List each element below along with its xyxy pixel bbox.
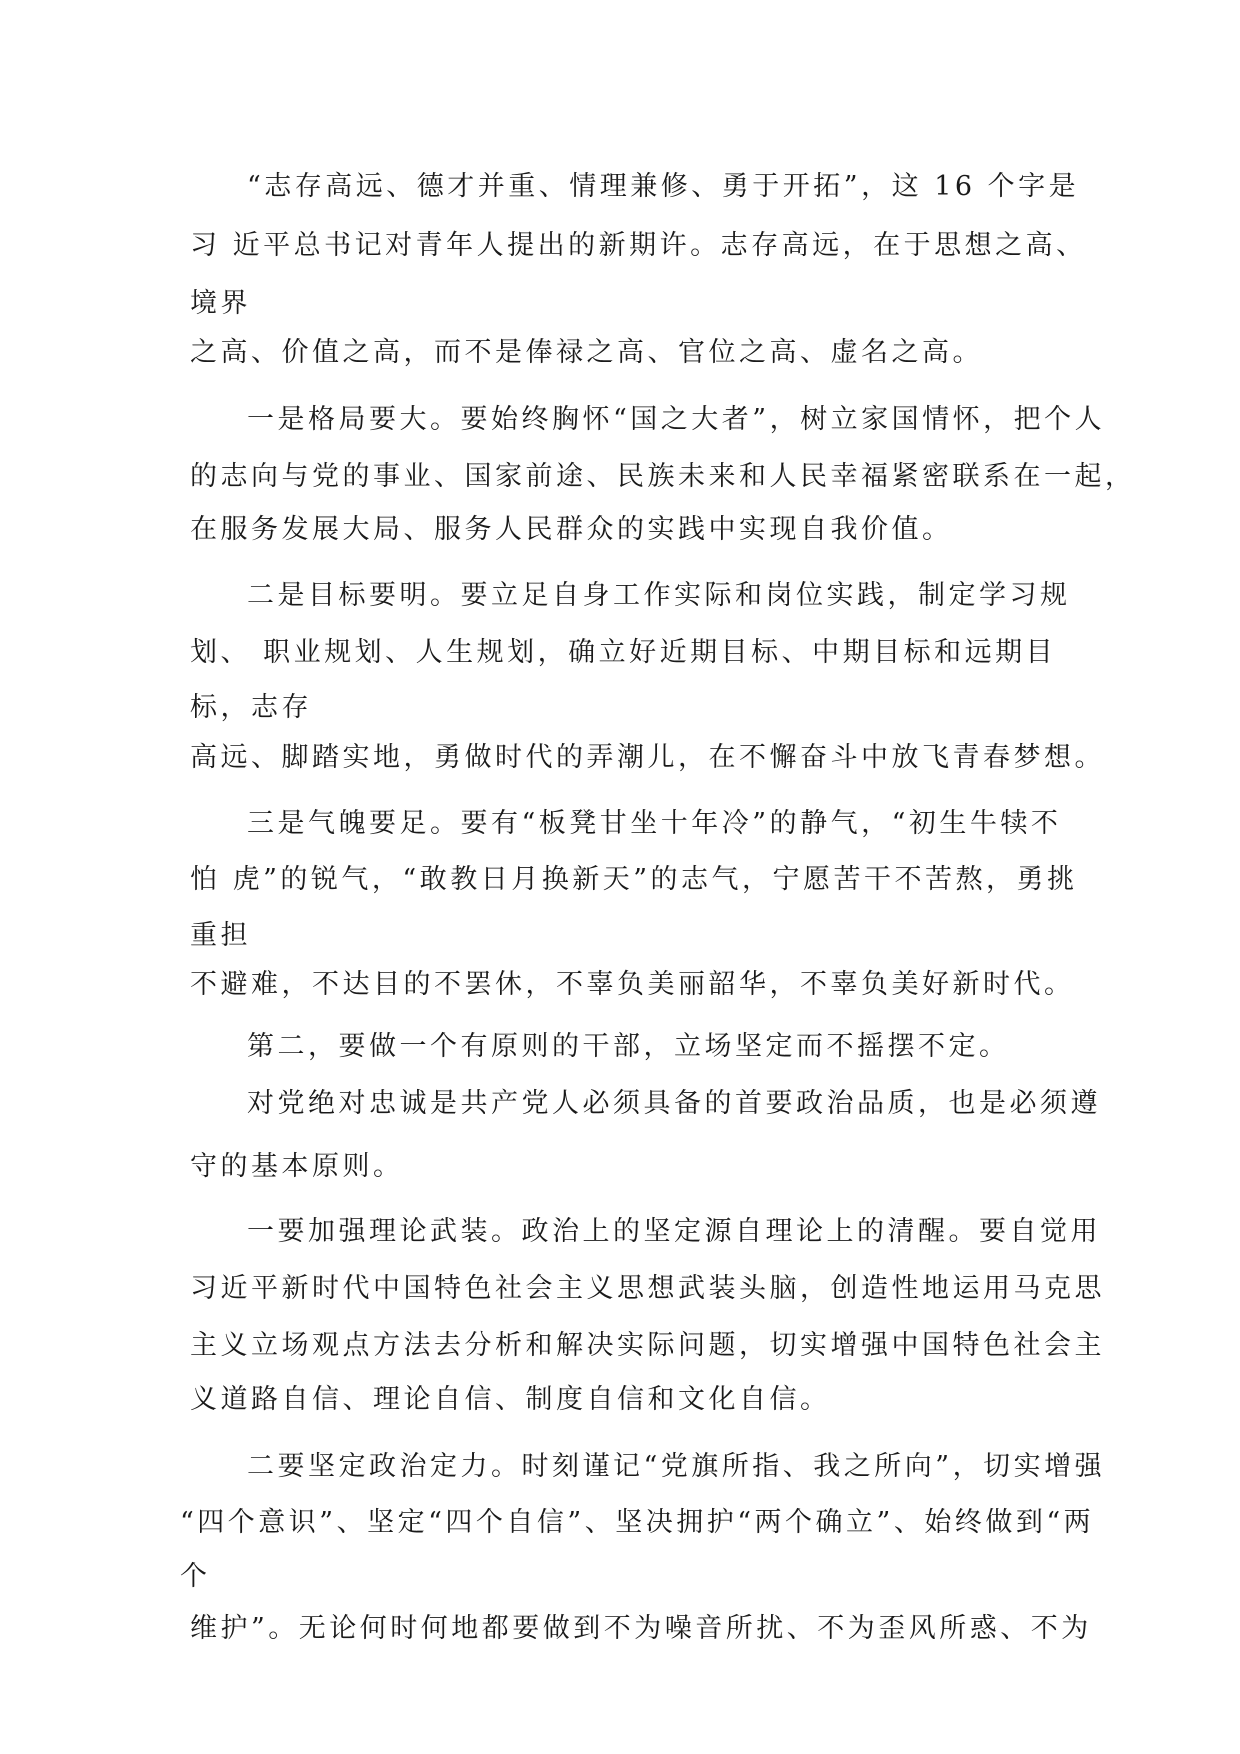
text-line: 之高、价值之高，而不是俸禄之高、官位之高、虚名之高。 [190, 337, 983, 368]
text-line: 二要坚定政治定力。时刻谨记“党旗所指、我之所向”，切实增强 [247, 1451, 1106, 1482]
text-line: 境界 [190, 288, 251, 319]
text-line: 守的基本原则。 [190, 1151, 404, 1182]
text-line: 划、 职业规划、人生规划，确立好近期目标、中期目标和远期目 [190, 637, 1057, 668]
text-line: 标，志存 [190, 692, 312, 723]
text-line: 三是气魄要足。要有“板凳甘坐十年冷”的静气，“初生牛犊不 [247, 808, 1062, 839]
text-line: “四个意识”、坚定“四个自信”、坚决拥护“两个确立”、始终做到“两 [180, 1507, 1095, 1538]
text-line: “志存高远、德才并重、情理兼修、勇于开拓”，这 16 个字是 [247, 171, 1080, 202]
text-line: 一要加强理论武装。政治上的坚定源自理论上的清醒。要自觉用 [247, 1216, 1101, 1247]
text-line: 的志向与党的事业、国家前途、民族未来和人民幸福紧密联系在一起， [190, 461, 1136, 492]
text-line: 一是格局要大。要始终胸怀“国之大者”，树立家国情怀，把个人 [247, 404, 1106, 435]
text-line: 不避难，不达目的不罢休，不辜负美丽韶华，不辜负美好新时代。 [190, 969, 1075, 1000]
text-line: 维护”。无论何时何地都要做到不为噪音所扰、不为歪风所惑、不为 [190, 1613, 1092, 1644]
text-line: 习近平新时代中国特色社会主义思想武装头脑，创造性地运用马克思 [190, 1273, 1105, 1304]
text-line: 习 近平总书记对青年人提出的新期许。志存高远，在于思想之高、 [190, 230, 1087, 261]
text-line: 二是目标要明。要立足自身工作实际和岗位实践，制定学习规 [247, 580, 1071, 611]
text-line: 重担 [190, 920, 251, 951]
text-line: 在服务发展大局、服务人民群众的实践中实现自我价值。 [190, 514, 953, 545]
text-line: 主义立场观点方法去分析和解决实际问题，切实增强中国特色社会主 [190, 1330, 1105, 1361]
text-line: 第二，要做一个有原则的干部，立场坚定而不摇摆不定。 [247, 1031, 1010, 1062]
text-line: 个 [180, 1561, 211, 1592]
text-line: 怕 虎”的锐气，“敢教日月换新天”的志气，宁愿苦干不苦熬，勇挑 [190, 864, 1078, 895]
text-line: 义道路自信、理论自信、制度自信和文化自信。 [190, 1384, 831, 1415]
text-line: 高远、脚踏实地，勇做时代的弄潮儿，在不懈奋斗中放飞青春梦想。 [190, 742, 1105, 773]
text-line: 对党绝对忠诚是共产党人必须具备的首要政治品质，也是必须遵 [247, 1088, 1101, 1119]
